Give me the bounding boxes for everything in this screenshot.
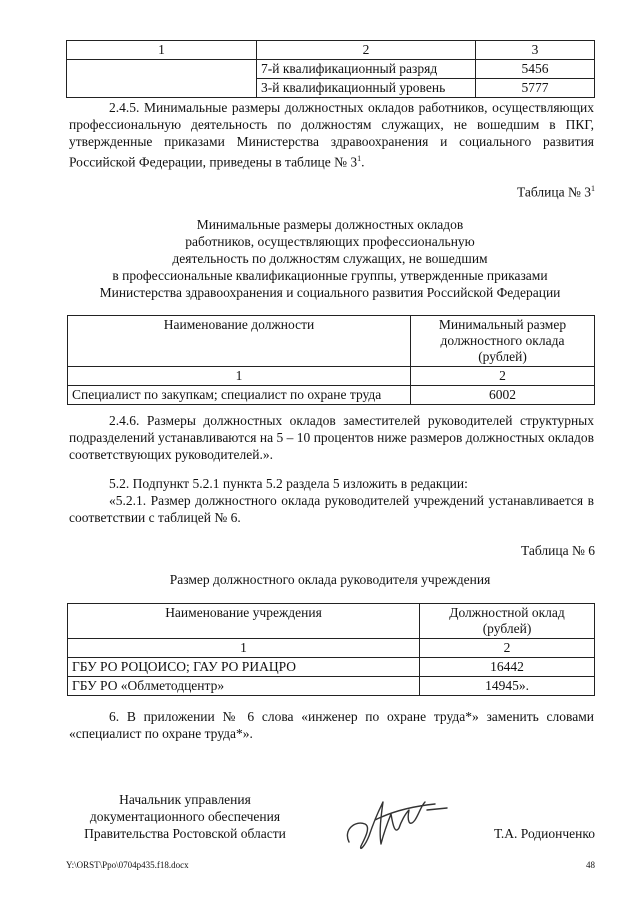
table-cell: 3-й квалификационный уровень <box>257 79 476 98</box>
footnote-mark: 1 <box>357 154 362 163</box>
table-cell: 6002 <box>411 386 595 405</box>
table-top <box>66 40 595 98</box>
table3-title <box>60 216 600 301</box>
footer-file-path: Y:\ORST\Ppo\0704p435.f18.docx <box>66 860 189 870</box>
signatory-title-line: Начальник управления <box>119 792 251 807</box>
paragraph-end: . <box>361 154 365 170</box>
paragraph-5-2: 5.2. Подпункт 5.2.1 пункта 5.2 раздела 5 изложить в редакции: <box>109 476 468 491</box>
paragraph-2-4-6: 2.4.6. Размеры должностных окладов заместителей руководителей структурных подразделений устанавливаются на 5 – 10 процентов ниже размеров должностных окладов соответствующих руководителей.». <box>69 413 594 462</box>
table-cell: 5777 <box>476 79 595 98</box>
table-cell: ГБУ РО «Облметодцентр» <box>68 677 420 696</box>
signatory-title-line: документационного обеспечения <box>89 809 281 824</box>
paragraph-5-2-1: «5.2.1. Размер должностного оклада руководителей учреждений устанавливается в соответствии с таблицей № 6. <box>69 493 594 525</box>
table3-label <box>400 184 595 201</box>
table-row <box>68 677 595 696</box>
paragraph-2-4-5 <box>69 99 594 171</box>
table-cell <box>67 60 257 98</box>
footer-page-number: 48 <box>586 860 595 870</box>
table-cell: ГБУ РО РОЦОИСО; ГАУ РО РИАЦРО <box>68 658 420 677</box>
handwritten-signature <box>335 780 455 860</box>
signatory-title <box>60 791 310 842</box>
table-header-cell: Должностной оклад (рублей) <box>420 604 595 639</box>
footnote-mark: 1 <box>591 184 595 193</box>
signatory-name: Т.А. Родионченко <box>494 826 595 841</box>
table-cell: 1 <box>68 639 420 658</box>
title-line: в профессиональные квалификационные группы, утвержденные приказами <box>112 268 548 283</box>
table-row <box>67 41 595 60</box>
table6-label: Таблица № 6 <box>521 543 595 558</box>
table-cell: 1 <box>67 41 257 60</box>
table-row <box>68 658 595 677</box>
table-row <box>67 60 595 79</box>
table-cell: 2 <box>420 639 595 658</box>
table-row <box>68 386 595 405</box>
title-line: Министерства здравоохранения и социального развития Российской Федерации <box>99 285 561 300</box>
title-line: работников, осуществляющих профессиональную <box>185 234 475 249</box>
table-cell: 7-й квалификационный разряд <box>257 60 476 79</box>
paragraph-text: 2.4.5. Минимальные размеры должностных окладов работников, осуществляющих профессиональную деятельность по должностям служащих, не вошедшим в ПКГ, утвержденные приказами Министерства здравоохранения и социального развития Российской Федерации, приведены в таблице № 3 <box>69 100 594 170</box>
table-cell: 1 <box>68 367 411 386</box>
table6-title: Размер должностного оклада руководителя учреждения <box>169 572 491 587</box>
table-3 <box>67 315 595 405</box>
table-cell: 3 <box>476 41 595 60</box>
title-line: деятельность по должностям служащих, не вошедшим <box>172 251 488 266</box>
paragraph-6: 6. В приложении № 6 слова «инженер по охране труда*» заменить словами «специалист по охране труда*». <box>69 709 594 741</box>
table-header-cell: Минимальный размер должностного оклада (рублей) <box>411 316 595 367</box>
table-cell: 2 <box>411 367 595 386</box>
title-line: Минимальные размеры должностных окладов <box>196 217 464 232</box>
table-cell: 2 <box>257 41 476 60</box>
signatory-title-line: Правительства Ростовской области <box>84 826 286 841</box>
table-label-text: Таблица № 3 <box>517 184 591 200</box>
table-header-row <box>68 604 595 639</box>
table-row <box>68 367 595 386</box>
table-6 <box>67 603 595 696</box>
table-cell: 16442 <box>420 658 595 677</box>
table-header-cell: Наименование должности <box>68 316 411 367</box>
table-cell: 14945». <box>420 677 595 696</box>
table-cell: 5456 <box>476 60 595 79</box>
table-header-cell: Наименование учреждения <box>68 604 420 639</box>
table-cell: Специалист по закупкам; специалист по охране труда <box>68 386 411 405</box>
table-header-row <box>68 316 595 367</box>
table-row <box>68 639 595 658</box>
